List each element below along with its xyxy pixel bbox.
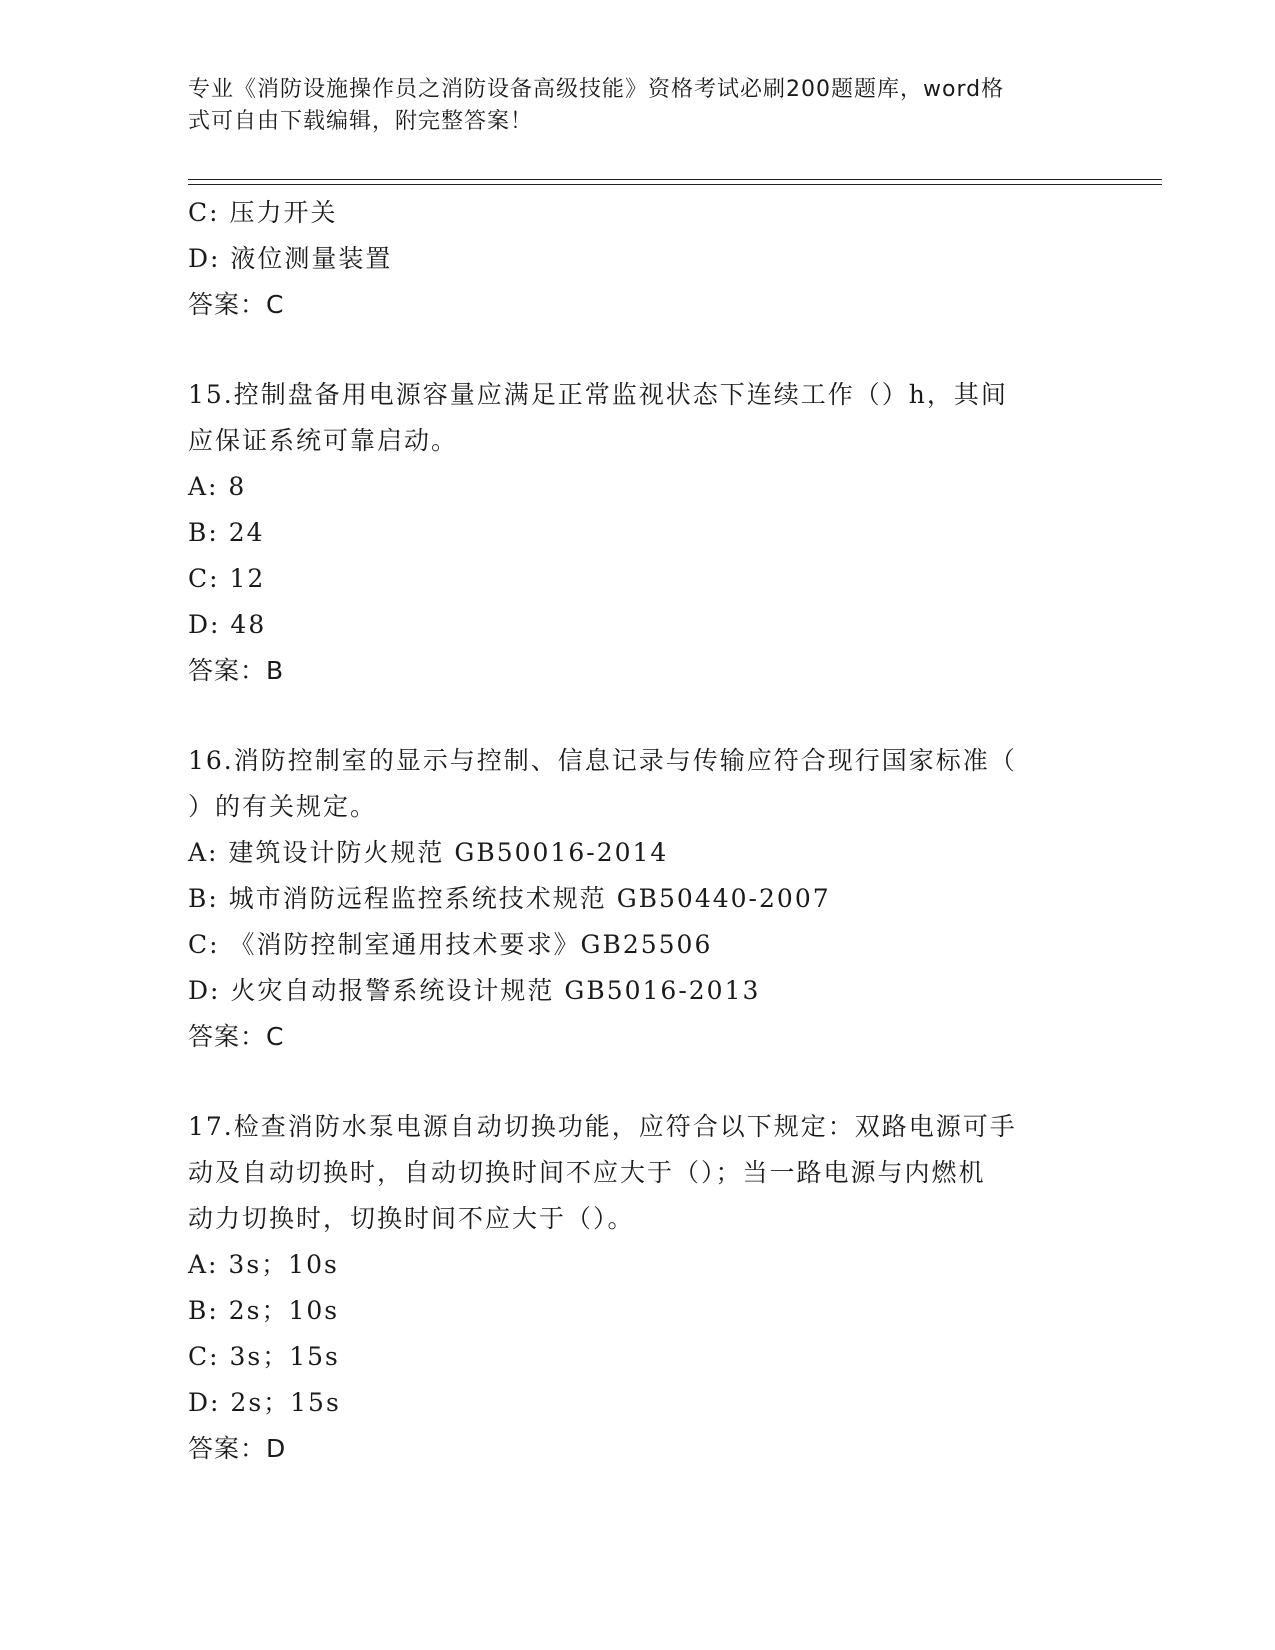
option-d: D: 2s；15s — [188, 1388, 341, 1417]
spacer — [188, 1060, 1088, 1104]
option-d: D: 火灾自动报警系统设计规范 GB5016-2013 — [188, 976, 761, 1005]
option-c: C: 12 — [188, 564, 266, 593]
answer-line: 答案：C — [188, 1022, 285, 1051]
option-d: D: 48 — [188, 610, 267, 639]
option-a: A: 建筑设计防火规范 GB50016-2014 — [188, 838, 669, 867]
option-c: C: 压力开关 — [188, 198, 338, 227]
option-a: A: 3s；10s — [188, 1250, 339, 1279]
question-stem-line: 16.消防控制室的显示与控制、信息记录与传输应符合现行国家标准（ — [188, 746, 1017, 775]
question-15 — [188, 372, 1088, 694]
question-stem-line: 动力切换时，切换时间不应大于（）。 — [188, 1204, 635, 1233]
answer-line: 答案：B — [188, 656, 285, 685]
option-b: B: 24 — [188, 518, 265, 547]
question-16 — [188, 738, 1088, 1060]
question-list — [188, 190, 1088, 1472]
question-stem-line: ）的有关规定。 — [188, 792, 378, 821]
question-stem-line: 应保证系统可靠启动。 — [188, 426, 459, 455]
header-divider-top — [188, 179, 1162, 180]
option-b: B: 城市消防远程监控系统技术规范 GB50440-2007 — [188, 884, 831, 913]
question-stem-line: 17.检查消防水泵电源自动切换功能，应符合以下规定：双路电源可手 — [188, 1112, 1017, 1141]
question-stem-line: 15.控制盘备用电源容量应满足正常监视状态下连续工作（）h，其间 — [188, 380, 1008, 409]
option-c: C: 3s；15s — [188, 1342, 340, 1371]
option-c: C: 《消防控制室通用技术要求》GB25506 — [188, 930, 713, 959]
option-b: B: 2s；10s — [188, 1296, 340, 1325]
option-d: D: 液位测量装置 — [188, 244, 393, 273]
option-a: A: 8 — [188, 472, 247, 501]
header-line-1: 专业《消防设施操作员之消防设备高级技能》资格考试必刷200题题库，word格 — [188, 77, 1005, 102]
spacer — [188, 694, 1088, 738]
header-line-2: 式可自由下载编辑，附完整答案！ — [188, 109, 534, 134]
document-header — [188, 74, 1078, 138]
answer-line: 答案：C — [188, 290, 285, 319]
question-17 — [188, 1104, 1088, 1472]
answer-line: 答案：D — [188, 1434, 287, 1463]
header-divider-bottom — [188, 184, 1162, 185]
spacer — [188, 328, 1088, 372]
question-stem-line: 动及自动切换时，自动切换时间不应大于（）；当一路电源与内燃机 — [188, 1158, 986, 1187]
question-14-continued — [188, 190, 1088, 328]
